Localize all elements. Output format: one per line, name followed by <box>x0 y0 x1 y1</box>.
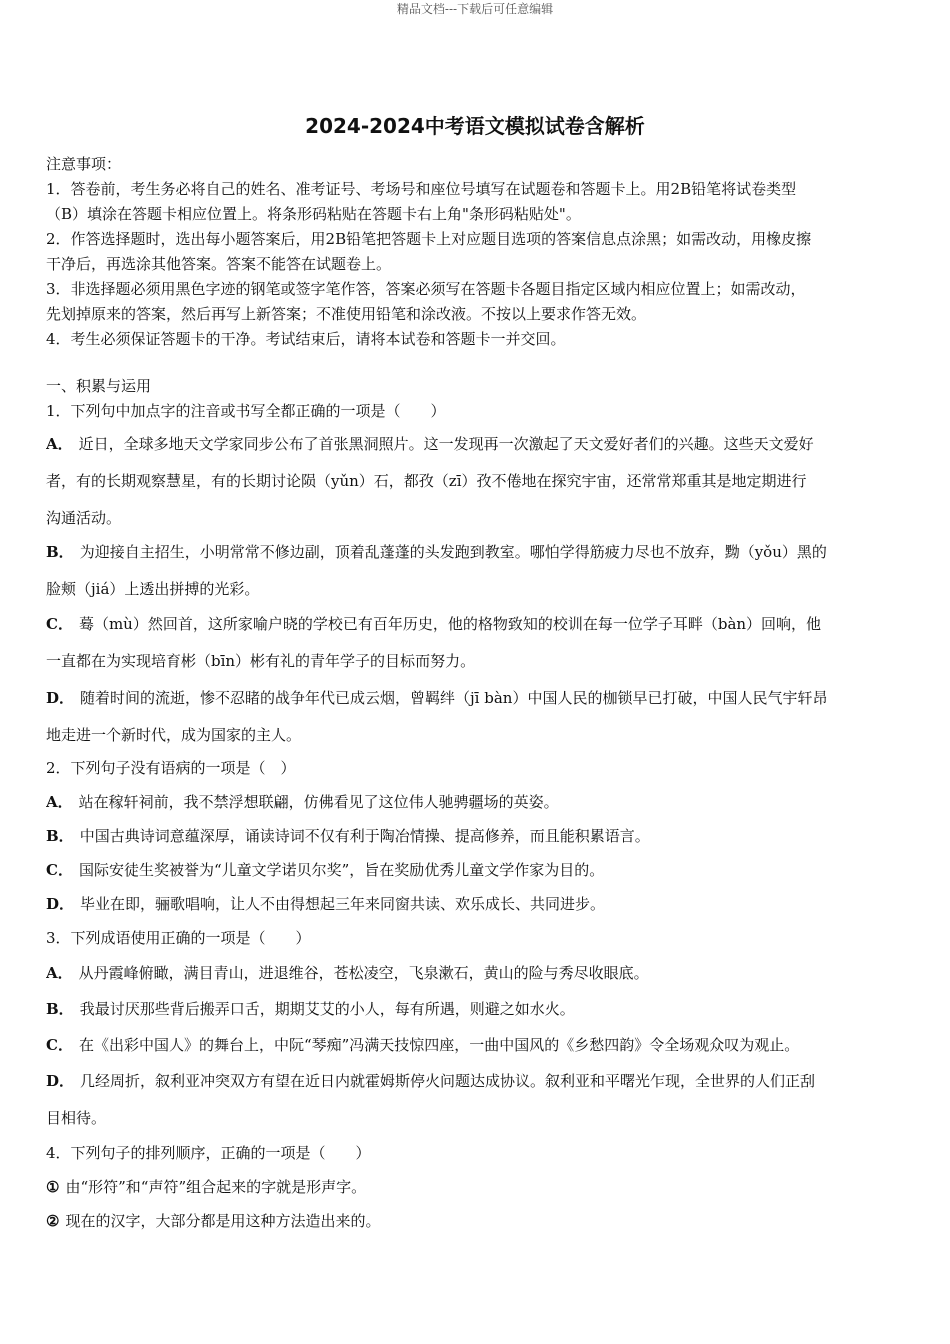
option-label: A． <box>46 964 73 982</box>
q2-option-b <box>46 824 908 849</box>
q1-option-c <box>46 606 908 680</box>
option-line: 脸颊（jiá）上透出拼搏的光彩。 <box>46 580 260 598</box>
q1-option-b <box>46 534 908 608</box>
option-label: B． <box>46 543 74 561</box>
option-label: C． <box>46 861 73 879</box>
option-label: B． <box>46 827 74 845</box>
option-label: C． <box>46 615 73 633</box>
item-label: ② <box>46 1212 60 1230</box>
q4-stem: 4．下列句子的排列顺序，正确的一项是（ ） <box>46 1144 371 1162</box>
notes-section <box>46 152 908 352</box>
q3-option-a <box>46 961 908 986</box>
q2-stem: 2．下列句子没有语病的一项是（ ） <box>46 759 296 777</box>
item-text: 由“形符”和“声符”组合起来的字就是形声字。 <box>65 1178 367 1196</box>
q1-stem: 1．下列句中加点字的注音或书写全都正确的一项是（ ） <box>46 402 446 420</box>
note-line: 2．作答选择题时，选出每小题答案后，用2B铅笔把答题卡上对应题目选项的答案信息点涂黑；如需改动，用橡皮擦 <box>46 230 812 248</box>
option-line <box>46 426 908 463</box>
option-label: D． <box>46 895 75 913</box>
note-line: 先划掉原来的答案，然后再写上新答案；不准使用铅笔和涂改液。不按以上要求作答无效。 <box>46 305 647 323</box>
option-text: 站在稼轩祠前，我不禁浮想联翩，仿佛看见了这位伟人驰骋疆场的英姿。 <box>78 793 559 811</box>
option-line: 地走进一个新时代，成为国家的主人。 <box>46 726 302 744</box>
option-label: B． <box>46 1000 74 1018</box>
q3-stem: 3．下列成语使用正确的一项是（ ） <box>46 929 311 947</box>
note-line: 3．非选择题必须用黑色字迹的钢笔或签字笔作答，答案必须写在答题卡各题目指定区域内相应位置上；如需改动， <box>46 280 806 298</box>
option-text: 在《出彩中国人》的舞台上，中阮“琴痴”冯满天技惊四座，一曲中国风的《乡愁四韵》令全场观众叹为观止。 <box>78 1036 800 1054</box>
notes-heading: 注意事项： <box>46 155 122 173</box>
option-line <box>46 534 908 571</box>
item-label: ① <box>46 1178 60 1196</box>
q3-option-c <box>46 1033 908 1058</box>
option-text: 从丹霞峰俯瞰，满目青山，进退维谷，苍松凌空，飞泉漱石，黄山的险与秀尽收眼底。 <box>78 964 649 982</box>
note-line: 4．考生必须保证答题卡的干净。考试结束后，请将本试卷和答题卡一并交回。 <box>46 330 566 348</box>
q4-item-1 <box>46 1175 908 1200</box>
option-text: 蓦（mù）然回首，这所家喻户晓的学校已有百年历史，他的格物致知的校训在每一位学子耳畔（bàn）回响，他 <box>78 615 822 633</box>
option-label: D． <box>46 689 75 707</box>
option-label: A． <box>46 793 73 811</box>
option-label: D． <box>46 1072 75 1090</box>
option-label: C． <box>46 1036 73 1054</box>
q4-item-2 <box>46 1209 908 1234</box>
option-text: 几经周折，叙利亚冲突双方有望在近日内就霍姆斯停火问题达成协议。叙利亚和平曙光乍现，全世界的人们正刮 <box>80 1072 816 1090</box>
note-line: 1．答卷前，考生务必将自己的姓名、准考证号、考场号和座位号填写在试题卷和答题卡上。用2B铅笔将试卷类型 <box>46 180 797 198</box>
q3-option-d <box>46 1063 908 1137</box>
option-text: 我最讨厌那些背后搬弄口舌，期期艾艾的小人，每有所遇，则避之如水火。 <box>79 1000 575 1018</box>
q1-option-a <box>46 426 908 537</box>
q2-option-a <box>46 790 908 815</box>
option-line: 沟通活动。 <box>46 509 122 527</box>
option-text: 近日，全球多地天文学家同步公布了首张黑洞照片。这一发现再一次激起了天文爱好者们的兴趣。这些天文爱好 <box>78 435 814 453</box>
option-line: 者，有的长期观察慧星，有的长期讨论陨（yǔn）石，都孜（zī）孜不倦地在探究宇宙，还常常郑重其是地定期进行 <box>46 472 807 490</box>
option-text: 国际安徒生奖被誉为“儿童文学诺贝尔奖”，旨在奖励优秀儿童文学作家为目的。 <box>78 861 605 879</box>
note-line: （B）填涂在答题卡相应位置上。将条形码粘贴在答题卡右上角"条形码粘贴处"。 <box>46 205 581 223</box>
option-line <box>46 680 908 717</box>
note-line: 干净后，再选涂其他答案。答案不能答在试题卷上。 <box>46 255 392 273</box>
option-line <box>46 1063 908 1100</box>
option-text: 中国古典诗词意蕴深厚，诵读诗词不仅有利于陶冶情操、提高修养，而且能积累语言。 <box>79 827 650 845</box>
option-text: 为迎接自主招生，小明常常不修边副，顶着乱蓬蓬的头发跑到教室。哪怕学得筋疲力尽也不放弃，黝（yǒu）黑的 <box>79 543 827 561</box>
option-label: A． <box>46 435 73 453</box>
q2-option-d <box>46 892 908 917</box>
q1-option-d <box>46 680 908 754</box>
q2-option-c <box>46 858 908 883</box>
q3-option-b <box>46 997 908 1022</box>
option-text: 毕业在即，骊歌唱响，让人不由得想起三年来同窗共读、欢乐成长、共同进步。 <box>80 895 606 913</box>
option-line: 目相待。 <box>46 1109 107 1127</box>
option-line: 一直都在为实现培育彬（bīn）彬有礼的青年学子的目标而努力。 <box>46 652 476 670</box>
item-text: 现在的汉字，大部分都是用这种方法造出来的。 <box>65 1212 381 1230</box>
option-text: 随着时间的流逝，惨不忍睹的战争年代已成云烟，曾羁绊（jī bàn）中国人民的枷锁早已打破，中国人民气宇轩昂 <box>80 689 828 707</box>
section-heading: 一、积累与运用 <box>46 377 152 395</box>
page-title: 2024-2024中考语文模拟试卷含解析 <box>305 114 645 138</box>
page-header: 精品文档---下载后可任意编辑 <box>396 2 554 16</box>
option-line <box>46 606 908 643</box>
